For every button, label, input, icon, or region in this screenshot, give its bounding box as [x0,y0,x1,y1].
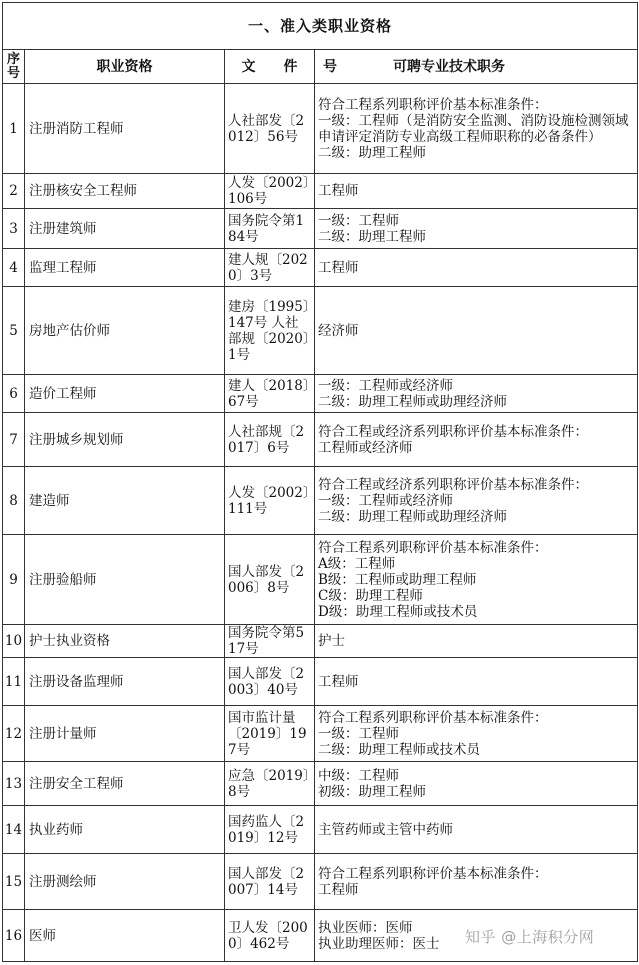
table-row [3,806,638,854]
table-row [3,249,638,287]
row-number: 8 [3,467,25,535]
document-number: 建房〔1995〕147号 人社部规〔2020〕1号 [225,287,315,375]
position-line: 一级：工程师或经济师 [318,492,453,509]
table-row [3,84,638,174]
document-number: 建人规〔2020〕3号 [225,249,315,287]
position-line: 符合工程系列职称评价基本标准条件： [318,709,548,726]
document-number: 国人部发〔2003〕40号 [225,658,315,706]
document-number: 人发〔2002〕106号 [225,174,315,209]
position-line: C级：助理工程师 [318,587,423,604]
position-cell [315,287,638,375]
position-cell [315,625,638,658]
qualification-name: 注册设备监理师 [25,658,225,706]
row-number: 15 [3,854,25,910]
table-row [3,706,638,762]
qualification-table [2,2,638,962]
position-cell [315,413,638,467]
position-cell [315,658,638,706]
position-line: 工程师 [318,673,359,690]
position-line: B级：工程师或助理工程师 [318,571,477,588]
table-row [3,413,638,467]
position-line: A级：工程师 [318,555,396,572]
row-number: 13 [3,762,25,806]
document-number: 人社部发〔2012〕56号 [225,84,315,174]
document-number: 建人〔2018〕67号 [225,375,315,413]
position-line: 符合工程系列职称评价基本标准条件： [318,96,548,113]
table-row [3,625,638,658]
position-line: 护士 [318,633,345,649]
position-line: 符合工程或经济系列职称评价基本标准条件： [318,423,588,440]
document-number: 人社部规〔2017〕6号 [225,413,315,467]
document-number: 国人部发〔2007〕14号 [225,854,315,910]
table-row [3,762,638,806]
position-line: 符合工程系列职称评价基本标准条件： [318,865,548,882]
position-line: 二级：助理工程师或助理经济师 [318,508,507,525]
qualification-name: 房地产估价师 [25,287,225,375]
qualification-name: 注册核安全工程师 [25,174,225,209]
row-number: 4 [3,249,25,287]
position-line: 工程师或经济师 [318,439,413,456]
table-row [3,209,638,249]
row-number: 5 [3,287,25,375]
qualification-name: 注册城乡规划师 [25,413,225,467]
position-cell [315,174,638,209]
position-cell [315,535,638,625]
position-cell [315,706,638,762]
row-number: 1 [3,84,25,174]
row-number: 9 [3,535,25,625]
table-row [3,658,638,706]
position-line: 二级：助理工程师 [318,144,426,161]
table-row [3,467,638,535]
qualification-name: 注册安全工程师 [25,762,225,806]
header-no: 序号 [3,50,25,84]
position-line: 经济师 [318,322,359,339]
position-line: 工程师 [318,183,359,199]
row-number: 11 [3,658,25,706]
position-line: 执业助理医师：医士 [318,935,440,952]
qualification-name: 注册验船师 [25,535,225,625]
table-row [3,287,638,375]
table-row [3,535,638,625]
position-cell [315,762,638,806]
table-body [3,84,638,962]
position-line: 一级：工程师（是消防安全监测、消防设施检测领域申请评定消防专业高级工程师职称的必备条件） [318,112,629,145]
position-cell [315,854,638,910]
row-number: 12 [3,706,25,762]
row-number: 7 [3,413,25,467]
table-title: 一、准入类职业资格 [3,3,638,50]
row-number: 14 [3,806,25,854]
watermark: 知乎 @上海积分网 [465,928,595,946]
qualification-name: 造价工程师 [25,375,225,413]
table-row [3,854,638,910]
document-number: 应急〔2019〕8号 [225,762,315,806]
position-line: 初级：助理工程师 [318,783,426,800]
position-cell [315,209,638,249]
row-number: 10 [3,625,25,658]
table-row [3,375,638,413]
position-cell [315,467,638,535]
position-cell [315,375,638,413]
position-line: 工程师 [318,259,359,276]
qualification-name: 执业药师 [25,806,225,854]
header-position: 号 可聘专业技术职务 [315,50,638,84]
row-number: 6 [3,375,25,413]
qualification-name: 注册计量师 [25,706,225,762]
document-number: 卫人发〔2000〕462号 [225,910,315,962]
position-cell [315,806,638,854]
row-number: 2 [3,174,25,209]
position-line: 符合工程或经济系列职称评价基本标准条件： [318,476,588,493]
qualification-name: 注册测绘师 [25,854,225,910]
qualification-name: 注册建筑师 [25,209,225,249]
document-number: 国务院令第184号 [225,209,315,249]
document-number: 国务院令第517号 [225,625,315,658]
position-line: 执业医师：医师 [318,919,413,936]
qualification-name: 护士执业资格 [25,625,225,658]
document-number: 国市监计量〔2019〕197号 [225,706,315,762]
position-line: 二级：助理工程师或技术员 [318,741,480,758]
position-line: 二级：助理工程师 [318,228,426,245]
position-cell [315,249,638,287]
header-document: 文 件 [225,50,315,84]
qualification-name: 医师 [25,910,225,962]
row-number: 16 [3,910,25,962]
position-line: 一级：工程师 [318,212,399,229]
document-number: 国药监人〔2019〕12号 [225,806,315,854]
position-line: D级：助理工程师或技术员 [318,603,478,620]
position-line: 符合工程系列职称评价基本标准条件： [318,539,548,556]
position-line: 二级：助理工程师或助理经济师 [318,393,507,410]
row-number: 3 [3,209,25,249]
table-row [3,174,638,209]
position-line: 一级：工程师或经济师 [318,377,453,394]
qualification-name: 建造师 [25,467,225,535]
qualification-name: 注册消防工程师 [25,84,225,174]
qualification-name: 监理工程师 [25,249,225,287]
position-line: 中级：工程师 [318,767,399,784]
document-number: 国人部发〔2006〕8号 [225,535,315,625]
header-qualification: 职业资格 [25,50,225,84]
position-line: 主管药师或主管中药师 [318,821,453,838]
position-line: 一级：工程师 [318,725,399,742]
position-cell [315,84,638,174]
position-line: 工程师 [318,881,359,898]
document-number: 人发〔2002〕111号 [225,467,315,535]
